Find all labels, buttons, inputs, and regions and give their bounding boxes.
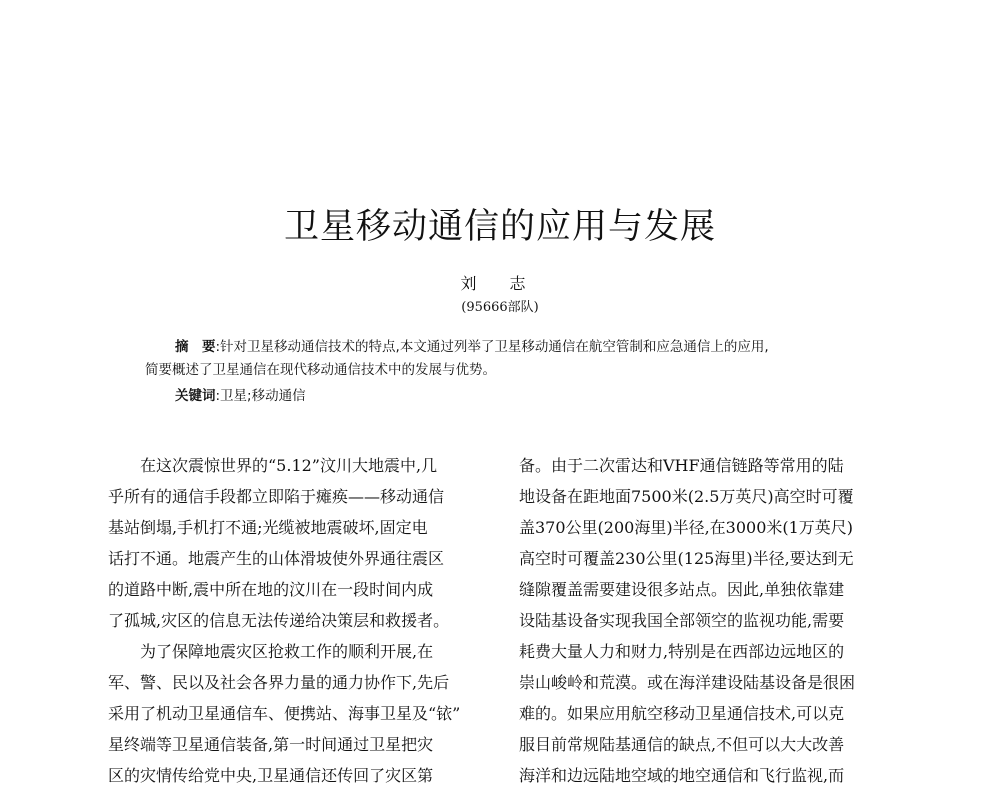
body-line: 乎所有的通信手段都立即陷于瘫痪——移动通信 <box>108 487 445 506</box>
body-line: 崇山峻岭和荒漠。或在海洋建设陆基设备是很困 <box>519 673 856 692</box>
paper-title: 卫星移动通信的应用与发展 <box>283 207 716 247</box>
body-line: 耗费大量人力和财力,特别是在西部边远地区的 <box>519 642 845 661</box>
body-column-left <box>108 450 490 791</box>
author-affiliation: (95666部队) <box>461 300 539 315</box>
keywords <box>175 385 306 407</box>
body-line: 难的。如果应用航空移动卫星通信技术,可以克 <box>519 704 845 723</box>
body-line: 了孤城,灾区的信息无法传递给决策层和救援者。 <box>108 611 450 630</box>
body-line: 海洋和边远陆地空域的地空通信和飞行监视,而 <box>519 766 845 785</box>
keywords-text: :卫星;移动通信 <box>215 388 306 404</box>
abstract-text-1: :针对卫星移动通信技术的特点,本文通过列举了卫星移动通信在航空管制和应急通信上的应用, <box>215 339 769 355</box>
body-line: 的道路中断,震中所在地的汶川在一段时间内成 <box>108 580 434 599</box>
body-line: 高空时可覆盖230公里(125海里)半径,要达到无 <box>519 549 854 568</box>
body-line: 缝隙覆盖需要建设很多站点。因此,单独依靠建 <box>519 580 845 599</box>
body-line: 军、警、民以及社会各界力量的通力协作下,先后 <box>108 673 450 692</box>
body-line: 区的灾情传给党中央,卫星通信还传回了灾区第 <box>108 766 434 785</box>
body-column-right <box>519 450 901 791</box>
abstract <box>145 336 875 382</box>
keywords-label: 关键词 <box>175 388 216 404</box>
body-line: 备。由于二次雷达和VHF通信链路等常用的陆 <box>519 456 844 475</box>
body-line: 盖370公里(200海里)半径,在3000米(1万英尺) <box>519 518 854 537</box>
body-line: 基站倒塌,手机打不通;光缆被地震破坏,固定电 <box>108 518 428 537</box>
abstract-label: 摘 要 <box>175 339 216 355</box>
abstract-line-1 <box>145 336 875 359</box>
body-line: 采用了机动卫星通信车、便携站、海事卫星及“铱” <box>108 704 461 723</box>
body-line: 星终端等卫星通信装备,第一时间通过卫星把灾 <box>108 735 434 754</box>
body-line: 地设备在距地面7500米(2.5万英尺)高空时可覆 <box>519 487 854 506</box>
body-line: 话打不通。地震产生的山体滑坡使外界通往震区 <box>108 549 445 568</box>
body-line: 在这次震惊世界的“5.12”汶川大地震中,几 <box>140 456 438 475</box>
body-line: 服目前常规陆基通信的缺点,不但可以大大改善 <box>519 735 845 754</box>
author-name: 刘 志 <box>460 274 540 293</box>
body-line: 设陆基设备实现我国全部领空的监视功能,需要 <box>519 611 845 630</box>
abstract-line-2: 简要概述了卫星通信在现代移动通信技术中的发展与优势。 <box>145 362 496 378</box>
body-line: 为了保障地震灾区抢救工作的顺利开展,在 <box>140 642 434 661</box>
